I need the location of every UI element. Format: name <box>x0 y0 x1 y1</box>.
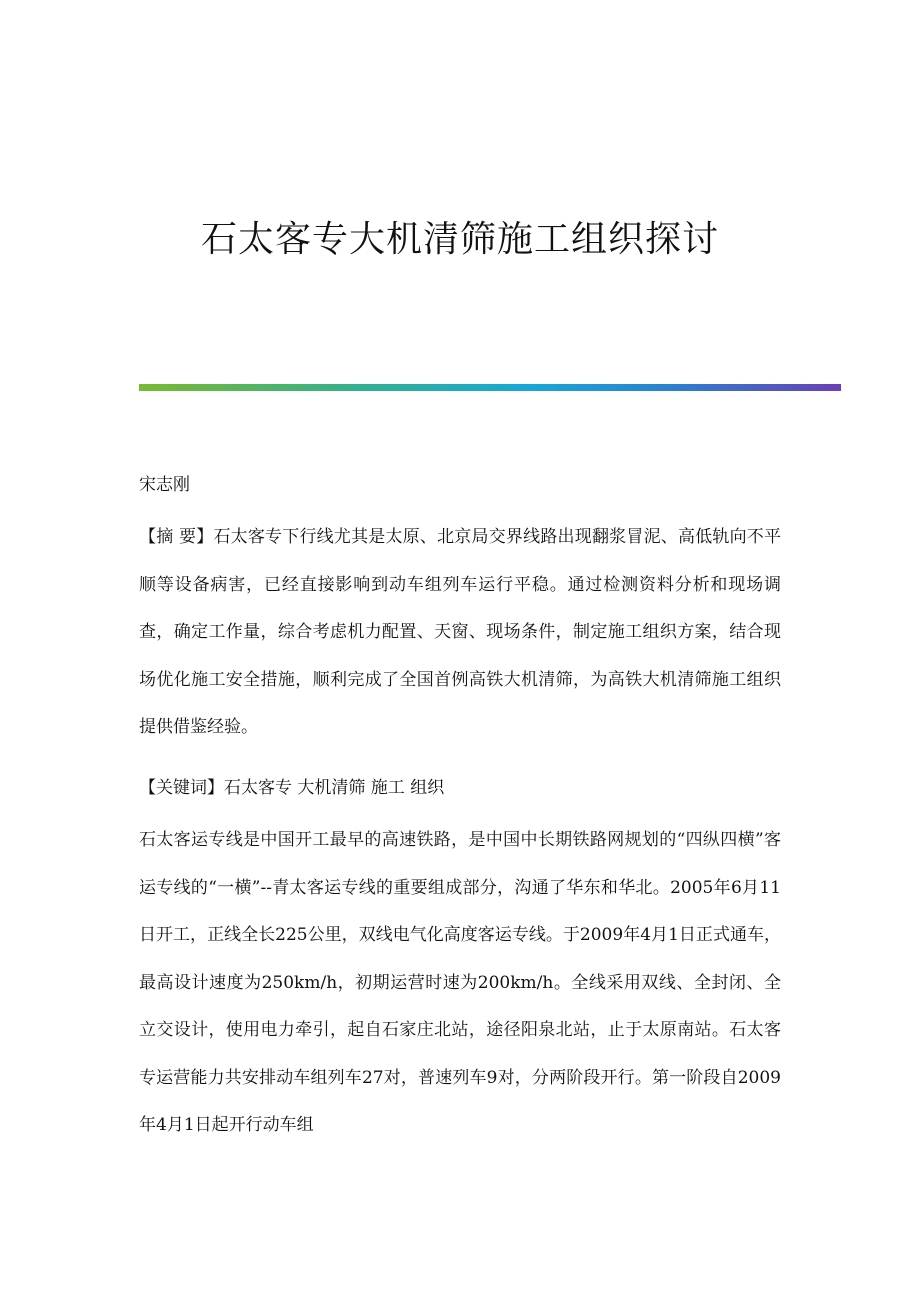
author-name: 宋志刚 <box>139 475 190 495</box>
keywords-text: 石太客专 大机清筛 施工 组织 <box>224 778 445 798</box>
abstract-text: 石太客专下行线尤其是太原、北京局交界线路出现翻浆冒泥、高低轨向不平顺等设备病害，已经直接影响到动车组列车运行平稳。通过检测资料分析和现场调查，确定工作量，综合考虑机力配置、天窗、现场条件，制定施工组织方案，结合现场优化施工安全措施，顺利完成了全国首例高铁大机清筛，为高铁大机清筛施工组织提供借鉴经验。 <box>139 527 782 737</box>
keywords-paragraph <box>139 765 781 813</box>
keywords-label: 【关键词】 <box>139 778 224 798</box>
body-paragraph: 石太客运专线是中国开工最早的高速铁路，是中国中长期铁路网规划的“四纵四横”客运专线的“一横”--青太客运专线的重要组成部分，沟通了华东和华北。2005年6月11日开工，正线全长225公里，双线电气化高度客运专线。于2009年4月1日正式通车，最高设计速度为250km/h，初期运营时速为200km/h。全线采用双线、全封闭、全立交设计，使用电力牵引，起自石家庄北站，途径阳泉北站，止于太原南站。石太客专运营能力共安排动车组列车27对，普速列车9对，分两阶段开行。第一阶段自2009年4月1日起开行动车组 <box>139 830 781 1135</box>
document-title: 石太客专大机清筛施工组织探讨 <box>200 219 719 260</box>
title-divider <box>139 384 841 391</box>
abstract-label: 【摘 要】 <box>139 527 214 547</box>
abstract-paragraph <box>139 514 781 752</box>
